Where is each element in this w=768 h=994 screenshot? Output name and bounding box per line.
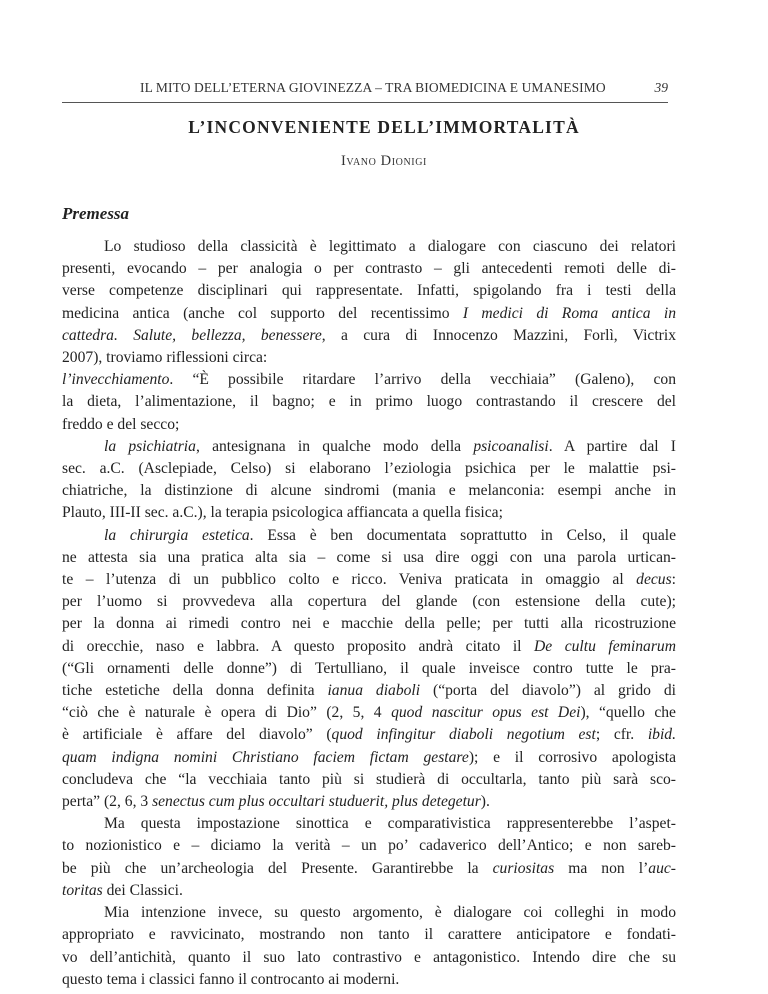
text-fragment: verse competenze disciplinari qui rappresentate. Infatti, spigolando fra i testi della: [62, 282, 676, 300]
text-fragment: :: [671, 571, 676, 589]
running-title: IL MITO DELL’ETERNA GIOVINEZZA – TRA BIOMEDICINA E UMANESIMO: [140, 80, 606, 95]
text-line: [62, 547, 676, 569]
text-fragment: to nozionistico e – diciamo la verità – un po’ cadaverico dell’Antico; e non sareb-: [62, 837, 676, 855]
text-line: [62, 502, 676, 524]
author-name: Ivano Dionigi: [341, 153, 427, 169]
text-fragment: . Essa è ben documentata soprattutto in Celso, il quale: [249, 526, 676, 544]
text-line: [62, 436, 676, 458]
text-line: [62, 569, 676, 591]
text-line: [62, 813, 676, 835]
running-header: [62, 80, 668, 103]
italic-text: senectus cum plus occultari studuerit, plus detegetur: [152, 793, 481, 811]
text-line: [62, 325, 676, 347]
text-line: [62, 724, 676, 746]
italic-text: toritas: [62, 881, 103, 899]
text-line: [62, 747, 676, 769]
text-line: [62, 414, 676, 436]
text-line: [62, 458, 676, 480]
italic-text: la chirurgia estetica: [104, 526, 250, 544]
text-line: [62, 636, 676, 658]
text-line: [62, 702, 676, 724]
text-fragment: sec. a.C. (Asclepiade, Celso) si elaborano l’eziologia psichica per le malattie psi-: [62, 460, 676, 478]
text-fragment: Ma questa impostazione sinottica e comparativistica rappresenterebbe l’aspet-: [104, 815, 676, 833]
text-fragment: perta” (2, 6, 3: [62, 793, 153, 811]
italic-text: ianua diaboli: [327, 682, 421, 700]
text-fragment: , a cura di Innocenzo Mazzini, Forlì, Victrix: [321, 326, 676, 344]
section-heading: Premessa: [62, 204, 130, 223]
text-fragment: ; cfr.: [595, 726, 648, 744]
text-fragment: ), “quello che: [580, 704, 676, 722]
text-fragment: presenti, evocando – per analogia o per contrasto – gli antecedenti remoti delle di-: [62, 260, 676, 278]
text-line: [62, 613, 676, 635]
text-fragment: chiatriche, la distinzione di alcune sindromi (mania e melanconia: esempi anche in: [62, 482, 676, 500]
page-number: 39: [654, 80, 668, 95]
text-fragment: concludeva che “la vecchiaia tanto più si studierà di occultarla, tanto più sarà sco-: [62, 770, 676, 788]
text-line: [62, 969, 676, 991]
italic-text: la psichiatria: [104, 437, 196, 455]
text-line: [62, 591, 676, 613]
italic-text: quam indigna nomini Christiano faciem fictam gestare: [62, 748, 469, 766]
text-fragment: , antesignana in qualche modo della: [195, 437, 474, 455]
text-fragment: be più che un’archeologia del Presente. Garantirebbe la: [62, 859, 493, 877]
text-fragment: ma non l’: [554, 859, 649, 877]
text-line: [62, 658, 676, 680]
text-line: [62, 480, 676, 502]
text-fragment: ); e il corrosivo apologista: [468, 748, 676, 766]
text-fragment: (“porta del diavolo”) al grido di: [420, 682, 676, 700]
text-line: [62, 347, 676, 369]
text-line: [62, 525, 676, 547]
text-line: [62, 258, 676, 280]
body-text: [62, 236, 676, 991]
italic-text: auc-: [648, 859, 676, 877]
text-fragment: 2007), troviamo riflessioni circa:: [62, 349, 268, 367]
text-line: [62, 902, 676, 924]
italic-text: I medici di Roma antica in: [462, 304, 676, 322]
text-fragment: di orecchie, naso e labbra. A questo proposito andrà citato il: [62, 637, 535, 655]
text-line: [62, 236, 676, 258]
text-fragment: ).: [480, 793, 490, 811]
text-fragment: la dieta, l’alimentazione, il bagno; e in primo luogo contrastando il crescere del: [62, 393, 676, 411]
text-fragment: dei Classici.: [102, 881, 183, 899]
text-fragment: per l’uomo si provvedeva alla copertura del glande (con estensione della cute);: [62, 593, 676, 611]
italic-text: cattedra. Salute, bellezza, benessere: [62, 326, 322, 344]
text-line: [62, 680, 676, 702]
text-fragment: . A partire dal I: [548, 437, 676, 455]
italic-text: ibid.: [647, 726, 676, 744]
text-fragment: tiche estetiche della donna definita: [62, 682, 328, 700]
text-line: [62, 769, 676, 791]
text-fragment: questo tema i classici fanno il controcanto ai moderni.: [62, 970, 400, 988]
italic-text: curiositas: [492, 859, 555, 877]
text-fragment: per la donna ai rimedi contro nei e macchie della pelle; per tutti alla ricostruzione: [62, 615, 676, 633]
italic-text: De cultu feminarum: [534, 637, 676, 655]
text-line: [62, 280, 676, 302]
text-fragment: Plauto, III-II sec. a.C.), la terapia psicologica affiancata a quella fisica;: [62, 504, 503, 522]
italic-text: quod infingitur diaboli negotium est: [331, 726, 596, 744]
italic-text: decus: [636, 571, 672, 589]
text-fragment: è artificiale è affare del diavolo” (: [62, 726, 332, 744]
text-line: [62, 947, 676, 969]
text-line: [62, 858, 676, 880]
text-fragment: Mia intenzione invece, su questo argomento, è dialogare coi colleghi in modo: [104, 904, 676, 922]
text-fragment: appropriato e ravvicinato, mostrando non tanto il carattere anticipatore e fondati-: [62, 926, 676, 944]
text-line: [62, 835, 676, 857]
text-fragment: medicina antica (anche col supporto del recentissimo: [62, 304, 463, 322]
text-line: [62, 391, 676, 413]
text-fragment: Lo studioso della classicità è legittimato a dialogare con ciascuno dei relatori: [104, 238, 676, 255]
italic-text: quod nascitur opus est Dei: [391, 704, 581, 722]
text-fragment: freddo e del secco;: [62, 415, 180, 433]
text-line: [62, 924, 676, 946]
text-fragment: “ciò che è naturale è opera di Dio” (2, 5, 4: [62, 704, 392, 722]
text-line: [62, 791, 676, 813]
text-line: [62, 880, 676, 902]
italic-text: psicoanalisi: [473, 437, 549, 455]
text-fragment: ne attesta sia una pratica alta sia – come si usa dire oggi con una parola urtican-: [62, 548, 676, 566]
text-fragment: . “È possibile ritardare l’arrivo della vecchiaia” (Galeno), con: [169, 371, 676, 389]
text-fragment: vo dell’antichità, quanto il suo lato contrastivo e antagonistico. Intendo dire che su: [62, 948, 676, 966]
text-line: [62, 303, 676, 325]
article-title: L’INCONVENIENTE DELL’IMMORTALITÀ: [188, 117, 580, 137]
italic-text: l’invecchiamento: [62, 371, 170, 389]
text-fragment: (“Gli ornamenti delle donne”) di Tertulliano, il quale inveisce contro tutte le pra-: [62, 659, 676, 677]
text-fragment: te – l’utenza di un pubblico colto e ricco. Veniva praticata in omaggio al: [62, 571, 637, 589]
text-line: [62, 369, 676, 391]
